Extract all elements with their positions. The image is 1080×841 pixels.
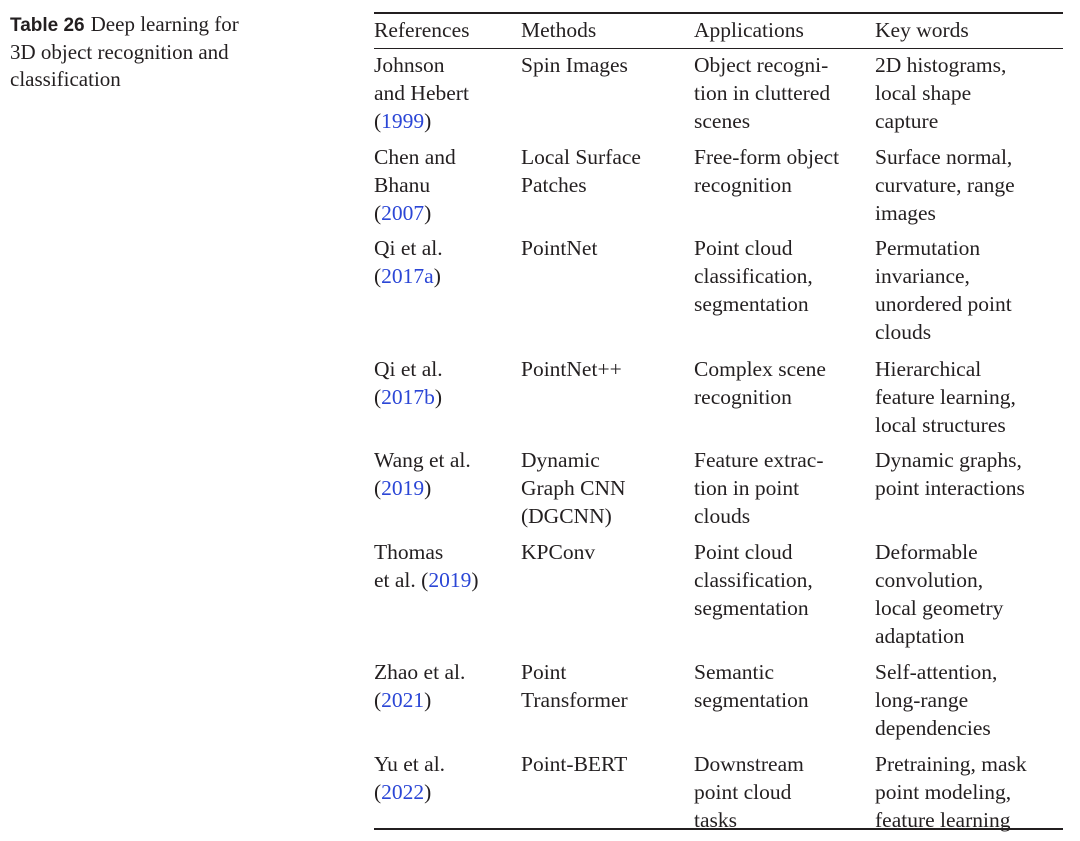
- cell-reference: Johnson and Hebert (1999): [374, 53, 469, 133]
- cell-reference: Yu et al. (2022): [374, 752, 446, 804]
- cell-application: Feature extrac- tion in point clouds: [694, 448, 824, 528]
- cell-application: Semantic segmentation: [694, 660, 809, 712]
- cell-method: Point Transformer: [521, 660, 628, 712]
- cell-keywords: Self-attention, long-range dependencies: [875, 660, 998, 740]
- cell-method: Local Surface Patches: [521, 145, 641, 197]
- cell-keywords: Surface normal, curvature, range images: [875, 145, 1015, 225]
- cell-keywords: Hierarchical feature learning, local structures: [875, 357, 1016, 437]
- header-applications: Applications: [694, 18, 804, 42]
- cell-reference: Qi et al. (2017b): [374, 357, 443, 409]
- table-header-row: [374, 15, 1063, 49]
- cell-application: Object recogni- tion in cluttered scenes: [694, 53, 831, 133]
- cell-application: Point cloud classification, segmentation: [694, 540, 813, 620]
- citation-link[interactable]: 2019: [381, 476, 425, 500]
- table-row: [374, 536, 1063, 656]
- cell-reference: Chen and Bhanu (2007): [374, 145, 456, 225]
- table-caption: [10, 11, 310, 93]
- citation-link[interactable]: 1999: [381, 109, 425, 133]
- cell-method: Dynamic Graph CNN (DGCNN): [521, 448, 626, 528]
- citation-link[interactable]: 2019: [428, 568, 472, 592]
- cell-keywords: Pretraining, mask point modeling, feature learning: [875, 752, 1027, 832]
- citation-link[interactable]: 2021: [381, 688, 425, 712]
- table-row: [374, 141, 1063, 232]
- cell-method: Point-BERT: [521, 752, 628, 776]
- cell-keywords: Permutation invariance, unordered point clouds: [875, 236, 1012, 344]
- table-row: [374, 353, 1063, 444]
- table-row: [374, 656, 1063, 748]
- data-table: [374, 15, 1063, 836]
- cell-reference: Zhao et al. (2021): [374, 660, 466, 712]
- caption-title-line: Deep learning for: [90, 12, 239, 36]
- table-row: [374, 444, 1063, 536]
- header-methods: Methods: [521, 18, 597, 42]
- cell-reference: Wang et al. (2019): [374, 448, 471, 500]
- cell-method: Spin Images: [521, 53, 628, 77]
- citation-link[interactable]: 2017a: [381, 264, 434, 288]
- cell-reference: Qi et al. (2017a): [374, 236, 443, 288]
- header-key-words: Key words: [875, 18, 969, 42]
- cell-keywords: Deformable convolution, local geometry adaptation: [875, 540, 1004, 648]
- cell-application: Point cloud classification, segmentation: [694, 236, 813, 316]
- table-row: [374, 49, 1063, 141]
- table-label: Table 26: [10, 15, 85, 36]
- cell-keywords: Dynamic graphs, point interactions: [875, 448, 1025, 500]
- citation-link[interactable]: 2017b: [381, 385, 435, 409]
- cell-application: Complex scene recognition: [694, 357, 826, 409]
- cell-application: Free-form object recognition: [694, 145, 840, 197]
- table-row: [374, 748, 1063, 836]
- citation-link[interactable]: 2022: [381, 780, 425, 804]
- caption-title-line: classification: [10, 67, 121, 91]
- cell-reference: Thomas et al. (2019): [374, 540, 479, 592]
- caption-title-line: 3D object recognition and: [10, 40, 229, 64]
- cell-method: PointNet++: [521, 357, 622, 381]
- cell-keywords: 2D histograms, local shape capture: [875, 53, 1007, 133]
- cell-method: PointNet: [521, 236, 598, 260]
- cell-method: KPConv: [521, 540, 596, 564]
- table-row: [374, 232, 1063, 353]
- header-references: References: [374, 18, 470, 42]
- citation-link[interactable]: 2007: [381, 201, 425, 225]
- table-top-rule: [374, 12, 1063, 14]
- cell-application: Downstream point cloud tasks: [694, 752, 804, 832]
